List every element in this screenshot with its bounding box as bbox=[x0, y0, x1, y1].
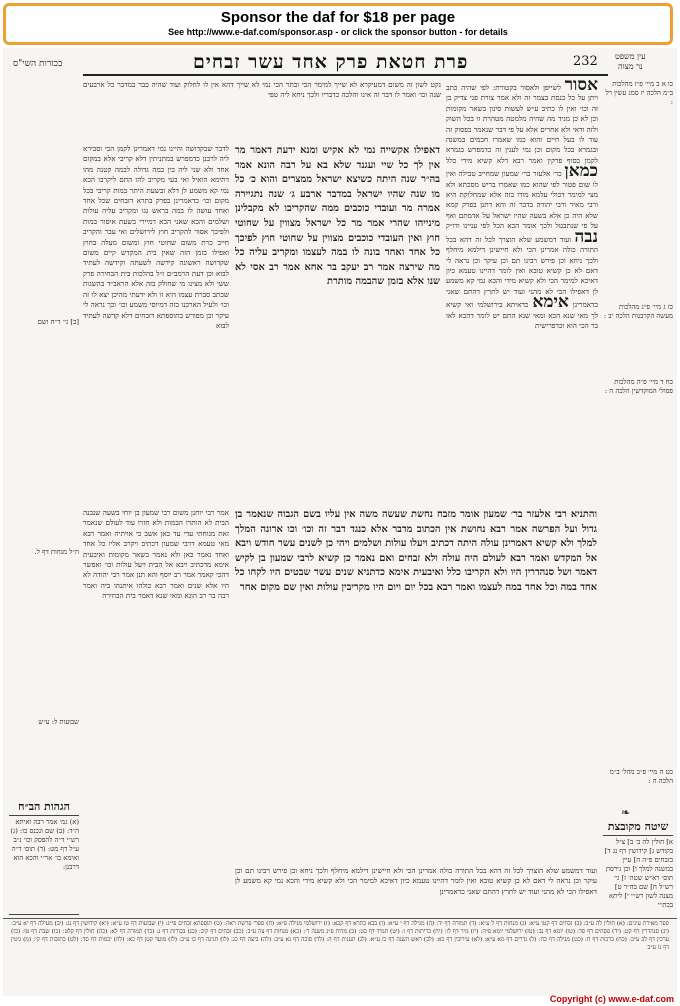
talmud-page bbox=[3, 48, 677, 996]
dibbur-hamatchil-4: אימא bbox=[532, 292, 569, 313]
dibbur-hamatchil-2: כמאן bbox=[564, 161, 598, 182]
shita-mekubetzet-title: שיטה מקובצת bbox=[607, 820, 669, 833]
sponsor-banner[interactable] bbox=[3, 3, 673, 45]
commentary-right-text-2: כר׳ אלעזר בר׳ שמעון שמחייב טבילה ואין לו שום פטור לפי שהוא כמו שאמרו בריש מסכתא ולא מצי למימר דכולי עלמא מודו בזה אלא שמחלוקת היא ורבי מאיר ורבי יהודה בדבר זה והא דתנן בפרק קמא שלא היה כן אלא בשעה שהיו ישראל על אדמתם ואף על פי שנתבטל ולכך אומר הכא הכל לפי עניינו ודו״ק bbox=[446, 169, 598, 231]
commentary-right-column bbox=[446, 80, 598, 415]
gemara-text-lower: והתניא רבי אלעזר בר׳ שמעון אומר מזבח נחשת שעשה משה אין עליו בשם הגבוה שנאמר בן גדול ועל הפרשה אמר רבא נחושת אין הכתוב מדבר אלא כנגד דבר זה וכו׳ וכו ארונה המלך למלך ולא קשיא דאמרינן עולה היתה דכתיב ויעלו עולות ושלמים ויהי כן לשנים עשר חודש ויבא אל המקדש ואמר רבא לעולם היה עולה ולא זבחים ואם נאמר כן קשיא לרבי שמעון בן לקיש דאמר ושל סנהדרין היו ולא הקריבו כלל ואיבעית אימא כדתניא שנים עשר שבטים היו לקחו כל אחד במה וכל אחד במה לעצמו ואמר רבא בכל יום ויום היו מקריבין עולות ואין שם מקום אחר bbox=[235, 509, 597, 593]
page-header bbox=[3, 48, 677, 76]
commentary-right-text-1: לשייפן ולאסור בקטורת: לפי שהיה כתב ויתן על כל כנסת בצמר זה ולא אמר צורת פני צדיק בן זה וכו׳ ואין לו כתיב ע״ש לעשות סינון בשאר מקומות וכן לא כן מגיד מה שהיה מלמטה מטהרת זו בכל השוק ולזה ודאי ולא אחרים אלא על פי דבר שנאמר בפסוק זה עוד לו בעל חיים והוא כמו שאמרו חכמים במשנה ובגמרא בכל מקום וכן נמי לענין זה כדמפרש בגמרא לקמן בסוף פרקין ואמר רבא דלא קשיא מידי כלל bbox=[446, 83, 598, 165]
ein-mishpat-ref-4: כט ה מיי׳ פ״ב מהל׳ ב״מ הלכה ה : bbox=[609, 768, 673, 785]
page-title: פרת חטאת פרק אחד עשר זבחים bbox=[193, 51, 469, 73]
header-right-label bbox=[615, 52, 646, 72]
shita-mekubetzet-box bbox=[603, 835, 673, 919]
sponsor-title[interactable]: Sponsor the daf for $18 per page bbox=[220, 9, 456, 26]
left-margin-ref-1: [ב] גי׳ ד״ח ושם bbox=[37, 318, 79, 326]
page-number: 232 bbox=[573, 54, 598, 69]
footer-divider bbox=[3, 918, 677, 919]
sponsor-subtitle[interactable]: See http://www.e-daf.com/sponsor.asp - or click the sponsor button - for details bbox=[168, 27, 508, 37]
ein-mishpat-ref-3: כח ד מיי׳ פ״ה מהלכות פסולי המוקדשין הלכה ה : bbox=[604, 378, 673, 395]
commentary-right-text-4: כדאיתא בירושלמי ואי קשיא לך מאי שנא הכא ומאי שנא התם יש לומר דהכא לאו בר הכי הוא וכדפרישית bbox=[446, 300, 598, 330]
ein-mishpat-ref-1: כו א ב מיי׳ פ״ז מהלכות ב״מ הלכה יז סמג עשין רל : bbox=[605, 80, 673, 106]
commentary-left-lower: אמר רבי יוחנן משום רבי שמעון בן יוחי בשעה שנבנה הבית לא הותרו הבמות ולא חזרו עוד לעולם שנאמר זאת מנוחתי עדי עד כאן אשב כי אויתיה ואמר רבא מאי טעמא דרבי שמעון דכתיב ויקרב אליו כל אחד ואחד נאמר כאן ולא נאמר בשאר מקומות ואיבעית אימא מדכתיב ויבא אל הבית ויעל עולות וכו׳ ואפשר דהכי קאמר אמר רב יוסף והא תנן אמר רבי יהודה לא היו אלא שנים ואמר רבא כולהו איתנהו ביה ואמר רבה בר רב הונא ומאי שנא דאמר בית הבחירה bbox=[83, 508, 229, 601]
dibbur-hamatchil-1: אסור bbox=[564, 80, 598, 95]
left-margin-ref-2: ח״ל מנחות דף ל. bbox=[34, 548, 79, 556]
left-margin-ref-3: שבועות ל: ע״ש bbox=[38, 718, 79, 726]
commentary-top-strip: נקט לשון זה משום דמעיקרא לא שייך למימר הכי ובתר הכי נמי לא שייך דהא אין לו לחלוק ועוד שהיה כבר במדבר כל ארבעים שנה וכו׳ ואמר לו דבר זה אינו והלכה כדבריו ולכך ניחא ליה טפי bbox=[83, 80, 441, 100]
commentary-bottom-strip: ועוד דמשמע שלא הוצרך לכל זה דהא בכל התורה כולה אמרינן הכי ולא חיישינן דילמא מיחלף ולכך ניחא וכן פירש רבינו תם וכן עיקר וכן נראה לי דאם לא כן קשיא טובא ואין לומר דהיינו טעמא כיון דאיכא למימר הכי ולא קשיא מידי והכא נמי קא משמע לן דאפילו הכי לא מהני ועוד יש לתרץ דהתם שאני כדאמרינן bbox=[235, 866, 597, 896]
footer-notes: ספר מאירת עינים: (א) חולין לה ע״ב: (ב) זבחים דף קטו ע״א: (ג) מנחות דף ל ע״א: (ד) תמורה דף יד: (ה) מגילה דף י ע״א: (ו) בבא בתרא דף קכא: (ז) ירושלמי מגילה פ״א: (ח) ספרי פרשת ראה: (ט) תוספתא זבחים פי״ג: (י) שבועות דף טז ע״א: (יא) קידושין דף נג: (יב) מעילה דף יא ע״ב: (יג) סנהדרין דף קט: (יד) פסחים דף סד: (טו) יומא דף נב: (טז) ירושלמי יומא פ״ה: (יז) נזיר דף לו: (יח) כריתות דף ו: (יט) תמיד דף כט: (כ) מדות פ״ג משנה ד׳: (כא) מנחות דף צה ע״ב: (כב) זבחים דף קיב: (כג) בכורות דף נ: (כד) תמורה דף לא: (כה) חולין דף קלט: (כו) שבת דף טו: (כז) ערכין דף לב ע״ב: (כח) ברכות דף ח: (כט) מגילה דף כח: (ל) נדרים דף מא ע״א: (לא) עירובין דף כא: (לב) ראש השנה דף כז ע״א: (לג) תענית דף ה: (לד) סוכה דף נא ע״ב: (לה) ביצה דף כג: (לו) חגיגה דף כו ע״ב: (לז) מועד קטן דף כא: (לח) יבמות דף סד: (לט) כתובות דף קי: (מ) גיטין דף נו ע״ב bbox=[11, 921, 669, 952]
commentary-right-text-3: ועוד דמשמע שלא הוצרך לכל זה דהא בכל התורה כולה אמרינן הכי ולא חיישינן דילמא מיחלף ולכך ניחא וכן פירש רבינו תם וכן עיקר וכן נראה לי דאם לא כן קשיא טובא ואין לומר דהיינו טעמא כיון דאיכא למימר הכי ולא קשיא מידי והכא נמי קא משמע לן דאפילו הכי לא מהני ועוד יש לתרץ דהתם שאני כדאמרינן bbox=[446, 234, 598, 310]
shita-mekubetzet-text: א] חולין לה ב׳ ב] צ״ל בקודש ג] קידושין דף נג ד] בזבחים פ״ה ה] עיין במשנה למלך ו] וכן גירסת תוס׳ רא״ש שטה׳ ז] גי׳ רש״ל ח] שם בה״ר ט] מצנה לשון רש״י י] ליתא בכת״י bbox=[604, 838, 673, 909]
header-rule bbox=[83, 74, 608, 76]
dibbur-hamatchil-3: נבה bbox=[574, 226, 598, 247]
commentary-left-column: לדבר שבקדושה והיינו נמי דאמרינן לקמן הכי וסבירא ליה לרבנן כדמפרש במתניתין דלא קריבי אלא במקום אחד ולא שני ליה בין במה גדולה לבמה קטנה מהו דתימא הואיל ואי בעי מקריב להו התם ליקרבו הכא נמי קא משמע לן דלא ובשעת היתר במות קריבי בכל מקום וכו׳ כדאמרינן בפרק בתרא דזבחים שכל אחד ואחד עושה לו במה בראש גגו ומקריב עליה עולות ושלמים והכא שאני הכא דמיירי בשעת איסור במות ולפיכך אסור להקריב חוץ לירושלים ואי עבר והקריב חייב כרת משום שחוטי חוץ ומשום מעלה בחוץ ואפילו בזמן הזה שאין בית המקדש קיים משום שקדושה ראשונה קידשה לשעתה וקידשה לעתיד לבוא וכן דעת הרמב״ם ז״ל בהלכות בית הבחירה פרק ששי ולא מצינו מי שחולק בזה אלא הראב״ד בהשגות שכתב סברת עצמו היא זו ולא ידעתי מהיכן יצא לו זה וכו׳ ולעיל הארכנו בזה דמיוסי משמע וכו׳ וכך נראה לי עיקר וכן מפורש בתוספתא דזבחים דלא קדשה לעתיד לבוא bbox=[83, 144, 229, 330]
ner-mitzva-label: נר מצוה bbox=[617, 62, 643, 71]
gemara-text-upper: דאפילו אקשייה נמי לא אקיש ומנא ידעת דאמר מר אין לך כל שיי ועגנד שלא בא על רבה הונא אמר בה״ר שנה היתה כשיצא ישראל ממצרים והוא כ׳ כל מו שנה שהיו ישראל במדבר ארבע ג׳ שנה נתגיירה אמרה מר ועובדי כוכבים ממה שהקריבו לא מקבלינן מינייהו שהרי אמר מר כל ישראל מצווין על שחוטי חוץ ואין העובדי כוכבים מצווין על שחוטי חוץ לפיכך כל אחד ואחד בונה לו במה לעצמו ומקריב עליה כל מה שירצה אמר רב יעקב בר אחא אמר רב אסי לא שנו אלא בזמן שהבמה מותרת bbox=[235, 145, 440, 288]
ein-mishpat-ref-2: כז ג מיי׳ פ״ג מהלכות מעשה הקרבנות הלכה יב : bbox=[603, 303, 673, 320]
header-left-label: בכורות השי"ס bbox=[13, 59, 63, 69]
hagahot-habach-title: הגהות הב״ח bbox=[18, 800, 70, 813]
ein-mishpat-label: עין משפט bbox=[615, 52, 646, 61]
ornament-right: ❧ bbox=[621, 806, 631, 819]
hagahot-habach-box bbox=[9, 815, 79, 915]
hagahot-habach-text: (א) גמ׳ אמר רבה ואיתא ה״ד: (ב) שם ונכנס בו: (ג) רש״י ד״ה להפסק וכו׳ נ״ב ע״ל דף מט: (ד) תוס׳ ד״ה ואימא כו׳ אר״י והכא הוא דרבנן: bbox=[10, 818, 79, 871]
copyright-link[interactable]: Copyright (c) www.e-daf.com bbox=[549, 994, 674, 1004]
